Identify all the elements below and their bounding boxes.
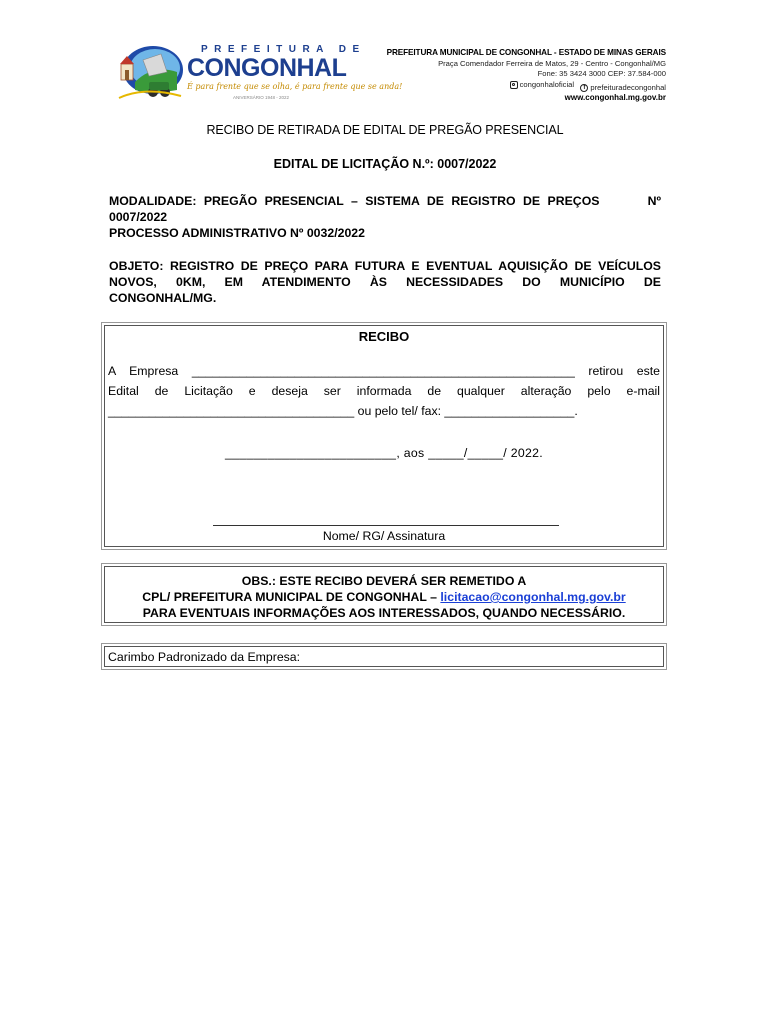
header-social [387, 80, 666, 94]
facebook-icon: f [580, 84, 588, 92]
obs-line-1: OBS.: ESTE RECIBO DEVERÁ SER REMETIDO A [241, 574, 527, 588]
recibo-heading: RECIBO [358, 329, 410, 344]
edital-number: EDITAL DE LICITAÇÃO N.º: 0007/2022 [273, 157, 497, 171]
objeto-line-1: OBJETO: REGISTRO DE PREÇO PARA FUTURA E EVENTUAL AQUISIÇÃO DE VEÍCULOS [109, 259, 661, 273]
recibo-edital-line: Edital de Licitação e deseja ser informada de qualquer alteração pelo e-mail [108, 384, 660, 398]
logo-city-name: CONGONHAL [187, 54, 347, 82]
modalidade-number-label: Nº [647, 194, 661, 208]
processo-administrativo: PROCESSO ADMINISTRATIVO Nº 0032/2022 [109, 226, 365, 240]
header-phone: Fone: 35 3424 3000 CEP: 37.584-000 [537, 69, 666, 78]
logo-slogan: É para frente que se olha, é para frente que se anda! [187, 82, 403, 91]
carimbo-label: Carimbo Padronizado da Empresa: [108, 650, 301, 664]
city-emblem-icon [115, 42, 185, 104]
obs-line-3: PARA EVENTUAIS INFORMAÇÕES AOS INTERESSADOS, QUANDO NECESSÁRIO. [142, 606, 626, 620]
signature-line[interactable] [213, 525, 559, 526]
carimbo-box [104, 646, 664, 667]
obs-line-2-prefix: CPL/ PREFEITURA MUNICIPAL DE CONGONHAL – [142, 590, 441, 604]
instagram-icon [510, 81, 518, 89]
header-institution-title: PREFEITURA MUNICIPAL DE CONGONHAL - ESTADO DE MINAS GERAIS [386, 48, 666, 57]
modalidade-text: MODALIDADE: PREGÃO PRESENCIAL – SISTEMA DE REGISTRO DE PREÇOS [109, 194, 600, 208]
recibo-contact-line[interactable]: ____________________________________ ou pelo tel/ fax: ___________________. [108, 404, 578, 418]
facebook-handle: prefeituradecongonhal [590, 82, 666, 92]
instagram-handle: congonhaloficial [519, 79, 575, 89]
header-website: www.congonhal.mg.gov.br [564, 93, 666, 102]
objeto-line-2: NOVOS, 0KM, EM ATENDIMENTO ÀS NECESSIDADES DO MUNICÍPIO DE [109, 275, 661, 289]
recibo-text [108, 361, 660, 421]
document-title: RECIBO DE RETIRADA DE EDITAL DE PREGÃO PRESENCIAL [206, 123, 564, 137]
recibo-company-line[interactable]: A Empresa ________________________________________________________ retirou este [108, 364, 660, 378]
obs-box [104, 566, 664, 623]
signature-label: Nome/ RG/ Assinatura [322, 529, 446, 543]
header-address: Praça Comendador Ferreira de Matos, 29 - Centro - Congonhal/MG [438, 58, 666, 68]
logo-prefeitura-text: PREFEITURA DE [201, 44, 366, 55]
modalidade-number: 0007/2022 [109, 210, 168, 224]
header-contact-block [387, 48, 666, 104]
email-link[interactable]: licitacao@congonhal.mg.gov.br [440, 590, 626, 604]
municipality-logo [115, 40, 403, 108]
objeto-block [109, 258, 661, 306]
objeto-line-3: CONGONHAL/MG. [109, 291, 217, 305]
modalidade-block [109, 193, 661, 241]
logo-anniversary: ANIVERSÁRIO 1948 - 2022 [233, 95, 290, 100]
recibo-box [104, 325, 664, 547]
recibo-date-line[interactable]: ________________________, aos _____/_____/ 2022. [224, 446, 544, 460]
obs-line-2 [105, 589, 663, 605]
